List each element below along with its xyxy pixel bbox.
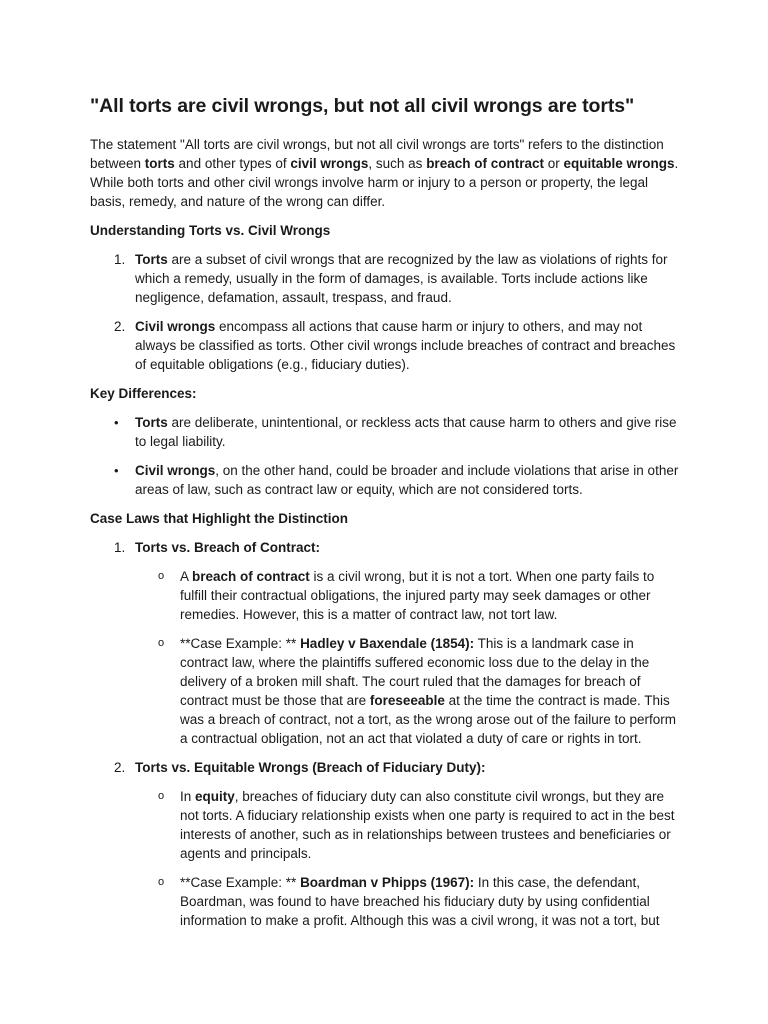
text-run: are deliberate, unintentional, or reckless acts that cause harm to others and give rise to legal liability. bbox=[135, 415, 677, 449]
bold-text-run: Boardman v Phipps (1967): bbox=[300, 875, 475, 890]
circle-bullet-icon: o bbox=[158, 570, 165, 582]
text-run: is a civil wrong, but it is not a tort. When one party fails to fulfill their contractual obligations, the injured party may seek damages or other remedies. However, this is a matter of contract law, not tort law. bbox=[180, 569, 655, 622]
list-item-text bbox=[135, 415, 677, 449]
text-run: , breaches of fiduciary duty can also constitute civil wrongs, but they are not torts. A fiduciary relationship exists when one party is required to act in the best interests of another, such as in relationships between trustees and beneficiaries or agents and principals. bbox=[180, 789, 675, 861]
bold-text-run: Hadley v Baxendale (1854): bbox=[300, 636, 475, 651]
sub-item-text bbox=[180, 567, 682, 624]
text-run: This is a landmark case in contract law, where the plaintiffs suffered economic loss due to the delay in the delivery of a broken mill shaft. The court ruled that the damages for breach of contract must be those that are bbox=[180, 636, 650, 708]
case-heading-text: Torts vs. Breach of Contract: bbox=[135, 540, 321, 555]
circle-bullet-icon: o bbox=[158, 876, 165, 888]
sub-item-boardman-v-phipps bbox=[90, 873, 682, 930]
bold-text-run: equity bbox=[195, 789, 235, 804]
list-item-civil-wrongs bbox=[90, 317, 682, 374]
bold-text-run: Civil wrongs bbox=[135, 319, 216, 334]
list-number: 1. bbox=[114, 540, 126, 555]
bold-text-run: Torts bbox=[135, 415, 168, 430]
circle-bullet-icon: o bbox=[158, 637, 165, 649]
bullet-icon: • bbox=[114, 463, 119, 478]
list-item-torts bbox=[90, 250, 682, 307]
bold-text-run: Torts bbox=[135, 252, 168, 267]
bullet-item-torts bbox=[90, 413, 682, 451]
text-run: at the time the contract is made. This was a breach of contract, not a tort, as the wrong arose out of the failure to perform a contractual obligation, not an act that violated a duty of care or rights in tort. bbox=[180, 693, 677, 746]
text-run: A bbox=[180, 569, 193, 584]
bold-text-run: equitable wrongs bbox=[563, 156, 675, 171]
circle-bullet-icon: o bbox=[158, 790, 165, 802]
bold-text-run: foreseeable bbox=[369, 693, 445, 708]
list-item-text bbox=[135, 252, 668, 305]
sub-item-equity bbox=[90, 787, 682, 863]
sub-item-text bbox=[180, 787, 682, 863]
text-run: The statement "All torts are civil wrongs, but not all civil wrongs are torts" refers to the distinction between bbox=[90, 137, 664, 171]
text-run: , on the other hand, could be broader and include violations that arise in other areas of law, such as contract law or equity, which are not considered torts. bbox=[135, 463, 679, 497]
case-heading-contract bbox=[90, 538, 682, 557]
document-body bbox=[90, 93, 682, 940]
text-run: , such as bbox=[368, 156, 427, 171]
bold-text-run: torts bbox=[144, 156, 175, 171]
text-run: are a subset of civil wrongs that are recognized by the law as violations of rights for which a remedy, usually in the form of damages, is available. Torts include actions like negligence, defamation, assault, trespass, and fraud. bbox=[135, 252, 668, 305]
list-number: 1. bbox=[114, 252, 126, 267]
bullet-item-civil-wrongs bbox=[90, 461, 682, 499]
case-heading-equitable bbox=[90, 758, 682, 777]
intro-paragraph bbox=[90, 135, 682, 211]
page-title: "All torts are civil wrongs, but not all civil wrongs are torts" bbox=[90, 95, 635, 117]
text-run: encompass all actions that cause harm or injury to others, and may not always be classified as torts. Other civil wrongs include breaches of contract and breaches of equitable obligations (e.g., fiduciary duties). bbox=[135, 319, 676, 372]
section-heading-understanding: Understanding Torts vs. Civil Wrongs bbox=[90, 223, 331, 238]
bullet-icon: • bbox=[114, 415, 119, 430]
bold-text-run: civil wrongs bbox=[290, 156, 369, 171]
list-number: 2. bbox=[114, 760, 126, 775]
text-run: In bbox=[180, 789, 196, 804]
list-item-text bbox=[135, 319, 675, 372]
text-run: **Case Example: ** bbox=[180, 875, 301, 890]
sub-item-text bbox=[180, 873, 682, 930]
list-number: 2. bbox=[114, 319, 126, 334]
text-run: . While both torts and other civil wrongs involve harm or injury to a person or property, the legal basis, remedy, and nature of the wrong can differ. bbox=[90, 156, 679, 209]
bold-text-run: Civil wrongs bbox=[135, 463, 216, 478]
text-run: In this case, the defendant, Boardman, was found to have breached his fiduciary duty by using confidential information to make a profit. Although this was a civil wrong, it was not a tort, but bbox=[180, 875, 660, 928]
text-run: or bbox=[543, 156, 564, 171]
text-run: **Case Example: ** bbox=[180, 636, 301, 651]
bold-text-run: breach of contract bbox=[192, 569, 310, 584]
bold-text-run: breach of contract bbox=[426, 156, 544, 171]
sub-item-hadley-v-baxendale bbox=[90, 634, 682, 748]
section-heading-case-laws: Case Laws that Highlight the Distinction bbox=[90, 511, 349, 526]
text-run: and other types of bbox=[174, 156, 291, 171]
sub-item-breach-of-contract bbox=[90, 567, 682, 624]
list-item-text bbox=[135, 463, 678, 497]
sub-item-text bbox=[180, 634, 682, 748]
section-heading-key-differences: Key Differences: bbox=[90, 386, 197, 401]
case-heading-text: Torts vs. Equitable Wrongs (Breach of Fiduciary Duty): bbox=[135, 760, 486, 775]
